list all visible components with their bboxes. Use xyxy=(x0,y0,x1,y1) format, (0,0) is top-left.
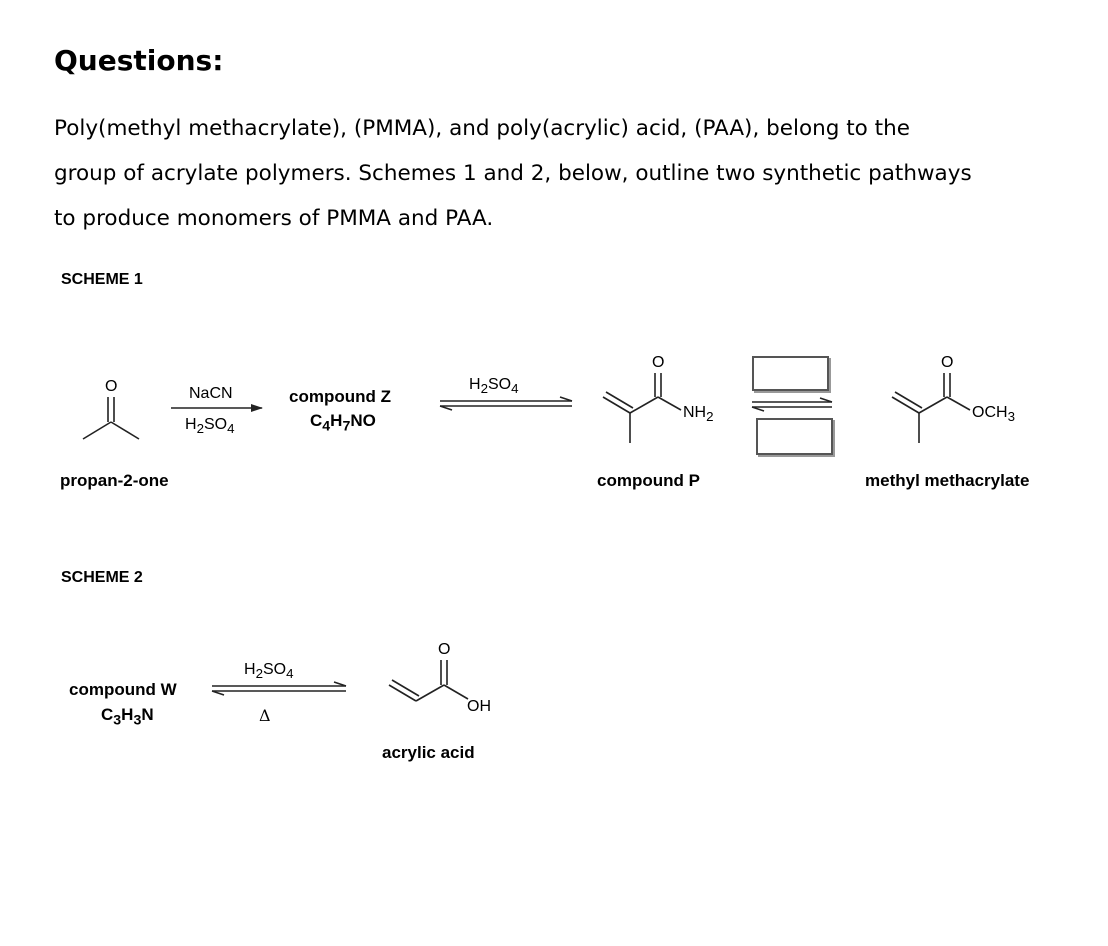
propanone-oxygen: O xyxy=(105,378,118,395)
acrylic-acid-label: acrylic acid xyxy=(382,743,475,762)
paragraph-line-3: to produce monomers of PMMA and PAA. xyxy=(54,206,494,231)
paragraph-line-1: Poly(methyl methacrylate), (PMMA), and poly(acrylic) acid, (PAA), belong to the xyxy=(54,116,910,141)
answer-box-top[interactable] xyxy=(752,356,829,391)
equilibrium-arrow-2 xyxy=(752,398,832,411)
scheme-2-title: SCHEME 2 xyxy=(61,569,143,586)
reagent-nacn: NaCN xyxy=(189,385,233,402)
compound-w-formula: $C_3H_3N$ xyxy=(101,705,154,729)
compound-p-label: compound P xyxy=(597,471,700,490)
answer-box-bottom[interactable] xyxy=(756,418,833,455)
heat-symbol: Δ xyxy=(259,706,271,725)
propanone-structure xyxy=(83,397,139,439)
compound-p-oxygen: O xyxy=(652,354,665,371)
compound-p-nh2: $NH_2$ xyxy=(683,404,714,425)
equilibrium-arrow-1 xyxy=(440,397,572,410)
compound-p-structure xyxy=(603,373,681,443)
acrylic-acid-oxygen: O xyxy=(438,641,451,658)
page-heading: Questions: xyxy=(54,44,224,77)
scheme-1-title: SCHEME 1 xyxy=(61,271,143,288)
reagent-h2so4-3: $H_2SO_4$ xyxy=(244,661,294,682)
acrylic-acid-oh: OH xyxy=(467,698,491,715)
mma-label: methyl methacrylate xyxy=(865,471,1030,490)
acrylic-acid-structure xyxy=(389,660,468,701)
reagent-h2so4-1: $H_2SO_4$ xyxy=(185,416,235,437)
paragraph-line-2: group of acrylate polymers. Schemes 1 and 2, below, outline two synthetic pathways xyxy=(54,161,972,186)
reagent-h2so4-2: $H_2SO_4$ xyxy=(469,376,519,397)
compound-w-label: compound W xyxy=(69,680,177,699)
compound-z-label: compound Z xyxy=(289,387,391,406)
equilibrium-arrow-3 xyxy=(212,682,346,695)
propanone-label: propan-2-one xyxy=(60,471,169,490)
mma-och3: $OCH_3$ xyxy=(972,404,1015,425)
compound-z-formula: $C_4H_7NO$ xyxy=(310,411,376,435)
mma-oxygen: O xyxy=(941,354,954,371)
mma-structure xyxy=(892,373,970,443)
